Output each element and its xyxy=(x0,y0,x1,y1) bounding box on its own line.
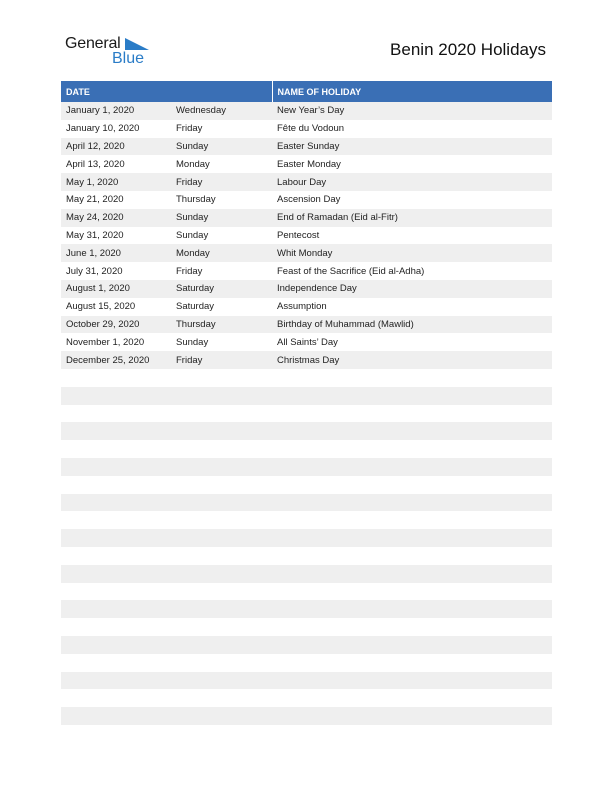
weekday-cell xyxy=(171,405,272,423)
holiday-name-cell xyxy=(272,440,552,458)
table-row xyxy=(61,689,552,707)
holiday-name-cell: Christmas Day xyxy=(272,351,552,369)
holiday-name-cell: End of Ramadan (Eid al-Fitr) xyxy=(272,209,552,227)
weekday-cell: Friday xyxy=(171,120,272,138)
holiday-name-cell xyxy=(272,707,552,725)
holiday-name-cell: Easter Sunday xyxy=(272,138,552,156)
logo-triangle-icon xyxy=(125,38,149,50)
table-row xyxy=(61,672,552,690)
table-row xyxy=(61,333,552,351)
logo xyxy=(65,35,155,69)
date-cell xyxy=(61,440,171,458)
weekday-cell xyxy=(171,618,272,636)
holiday-name-cell xyxy=(272,494,552,512)
holiday-name-cell xyxy=(272,369,552,387)
table-row xyxy=(61,440,552,458)
date-cell: August 1, 2020 xyxy=(61,280,171,298)
date-cell: May 21, 2020 xyxy=(61,191,171,209)
holiday-name-cell xyxy=(272,405,552,423)
date-cell: January 10, 2020 xyxy=(61,120,171,138)
weekday-cell: Thursday xyxy=(171,191,272,209)
date-cell: October 29, 2020 xyxy=(61,316,171,334)
weekday-cell xyxy=(171,422,272,440)
weekday-cell: Sunday xyxy=(171,333,272,351)
date-cell xyxy=(61,618,171,636)
weekday-cell: Saturday xyxy=(171,298,272,316)
date-cell xyxy=(61,707,171,725)
date-cell: November 1, 2020 xyxy=(61,333,171,351)
weekday-cell: Sunday xyxy=(171,209,272,227)
table-row xyxy=(61,173,552,191)
weekday-cell xyxy=(171,476,272,494)
weekday-cell: Friday xyxy=(171,351,272,369)
header-holiday-name: NAME OF HOLIDAY xyxy=(272,81,552,102)
weekday-cell: Saturday xyxy=(171,280,272,298)
table-row xyxy=(61,547,552,565)
table-row xyxy=(61,209,552,227)
weekday-cell xyxy=(171,600,272,618)
date-cell xyxy=(61,476,171,494)
date-cell xyxy=(61,654,171,672)
table-row xyxy=(61,120,552,138)
holiday-name-cell xyxy=(272,458,552,476)
table-body xyxy=(61,102,552,725)
holiday-name-cell xyxy=(272,654,552,672)
weekday-cell: Friday xyxy=(171,173,272,191)
holiday-name-cell xyxy=(272,529,552,547)
holiday-name-cell xyxy=(272,689,552,707)
date-cell: May 31, 2020 xyxy=(61,227,171,245)
date-cell: July 31, 2020 xyxy=(61,262,171,280)
date-cell xyxy=(61,494,171,512)
table-row xyxy=(61,707,552,725)
weekday-cell xyxy=(171,511,272,529)
weekday-cell xyxy=(171,494,272,512)
table-row xyxy=(61,387,552,405)
date-cell xyxy=(61,422,171,440)
weekday-cell xyxy=(171,583,272,601)
table-row xyxy=(61,280,552,298)
date-cell: January 1, 2020 xyxy=(61,102,171,120)
table-row xyxy=(61,458,552,476)
weekday-cell xyxy=(171,387,272,405)
holiday-name-cell xyxy=(272,672,552,690)
holiday-name-cell xyxy=(272,422,552,440)
weekday-cell: Wednesday xyxy=(171,102,272,120)
table-row xyxy=(61,262,552,280)
holiday-name-cell xyxy=(272,583,552,601)
holiday-name-cell xyxy=(272,600,552,618)
weekday-cell xyxy=(171,689,272,707)
date-cell xyxy=(61,369,171,387)
table-row xyxy=(61,583,552,601)
holiday-name-cell xyxy=(272,565,552,583)
weekday-cell xyxy=(171,636,272,654)
weekday-cell xyxy=(171,529,272,547)
date-cell: May 1, 2020 xyxy=(61,173,171,191)
date-cell: April 12, 2020 xyxy=(61,138,171,156)
weekday-cell xyxy=(171,707,272,725)
date-cell: April 13, 2020 xyxy=(61,155,171,173)
logo-general-text: General xyxy=(65,35,121,52)
page-title: Benin 2020 Holidays xyxy=(390,40,546,59)
holiday-name-cell: Ascension Day xyxy=(272,191,552,209)
table-row xyxy=(61,138,552,156)
date-cell xyxy=(61,565,171,583)
weekday-cell xyxy=(171,672,272,690)
table-row xyxy=(61,511,552,529)
holiday-name-cell: Feast of the Sacrifice (Eid al-Adha) xyxy=(272,262,552,280)
date-cell xyxy=(61,387,171,405)
holiday-name-cell: Whit Monday xyxy=(272,244,552,262)
table-row xyxy=(61,244,552,262)
holiday-name-cell: Easter Monday xyxy=(272,155,552,173)
header-date: DATE xyxy=(61,81,272,102)
holiday-name-cell: Fête du Vodoun xyxy=(272,120,552,138)
weekday-cell: Sunday xyxy=(171,227,272,245)
table-row xyxy=(61,298,552,316)
date-cell xyxy=(61,600,171,618)
holiday-name-cell: All Saints’ Day xyxy=(272,333,552,351)
table-row xyxy=(61,494,552,512)
table-row xyxy=(61,654,552,672)
date-cell xyxy=(61,672,171,690)
table-row xyxy=(61,476,552,494)
table-row xyxy=(61,529,552,547)
table-row xyxy=(61,155,552,173)
holiday-name-cell xyxy=(272,476,552,494)
weekday-cell xyxy=(171,440,272,458)
date-cell xyxy=(61,529,171,547)
table-row xyxy=(61,405,552,423)
weekday-cell xyxy=(171,458,272,476)
holiday-name-cell: Assumption xyxy=(272,298,552,316)
table-row xyxy=(61,565,552,583)
table-row xyxy=(61,227,552,245)
holiday-name-cell xyxy=(272,636,552,654)
table-row xyxy=(61,422,552,440)
table-row xyxy=(61,636,552,654)
weekday-cell xyxy=(171,654,272,672)
date-cell xyxy=(61,583,171,601)
date-cell xyxy=(61,405,171,423)
holiday-name-cell: Birthday of Muhammad (Mawlid) xyxy=(272,316,552,334)
date-cell: June 1, 2020 xyxy=(61,244,171,262)
weekday-cell xyxy=(171,547,272,565)
holiday-name-cell xyxy=(272,387,552,405)
date-cell: May 24, 2020 xyxy=(61,209,171,227)
holiday-name-cell xyxy=(272,547,552,565)
weekday-cell xyxy=(171,369,272,387)
weekday-cell: Monday xyxy=(171,155,272,173)
table-row xyxy=(61,191,552,209)
table-header-row xyxy=(61,81,552,102)
weekday-cell: Thursday xyxy=(171,316,272,334)
holiday-name-cell: Independence Day xyxy=(272,280,552,298)
weekday-cell: Monday xyxy=(171,244,272,262)
date-cell: December 25, 2020 xyxy=(61,351,171,369)
table-row xyxy=(61,316,552,334)
weekday-cell xyxy=(171,565,272,583)
holiday-name-cell xyxy=(272,618,552,636)
date-cell: August 15, 2020 xyxy=(61,298,171,316)
date-cell xyxy=(61,458,171,476)
holiday-name-cell: Labour Day xyxy=(272,173,552,191)
holiday-table xyxy=(61,81,552,725)
date-cell xyxy=(61,689,171,707)
weekday-cell: Friday xyxy=(171,262,272,280)
table-row xyxy=(61,102,552,120)
date-cell xyxy=(61,547,171,565)
date-cell xyxy=(61,511,171,529)
table-row xyxy=(61,351,552,369)
table-row xyxy=(61,618,552,636)
date-cell xyxy=(61,636,171,654)
table-row xyxy=(61,600,552,618)
logo-blue-text: Blue xyxy=(112,50,145,67)
holiday-name-cell: New Year’s Day xyxy=(272,102,552,120)
table-row xyxy=(61,369,552,387)
holiday-name-cell: Pentecost xyxy=(272,227,552,245)
weekday-cell: Sunday xyxy=(171,138,272,156)
holiday-name-cell xyxy=(272,511,552,529)
